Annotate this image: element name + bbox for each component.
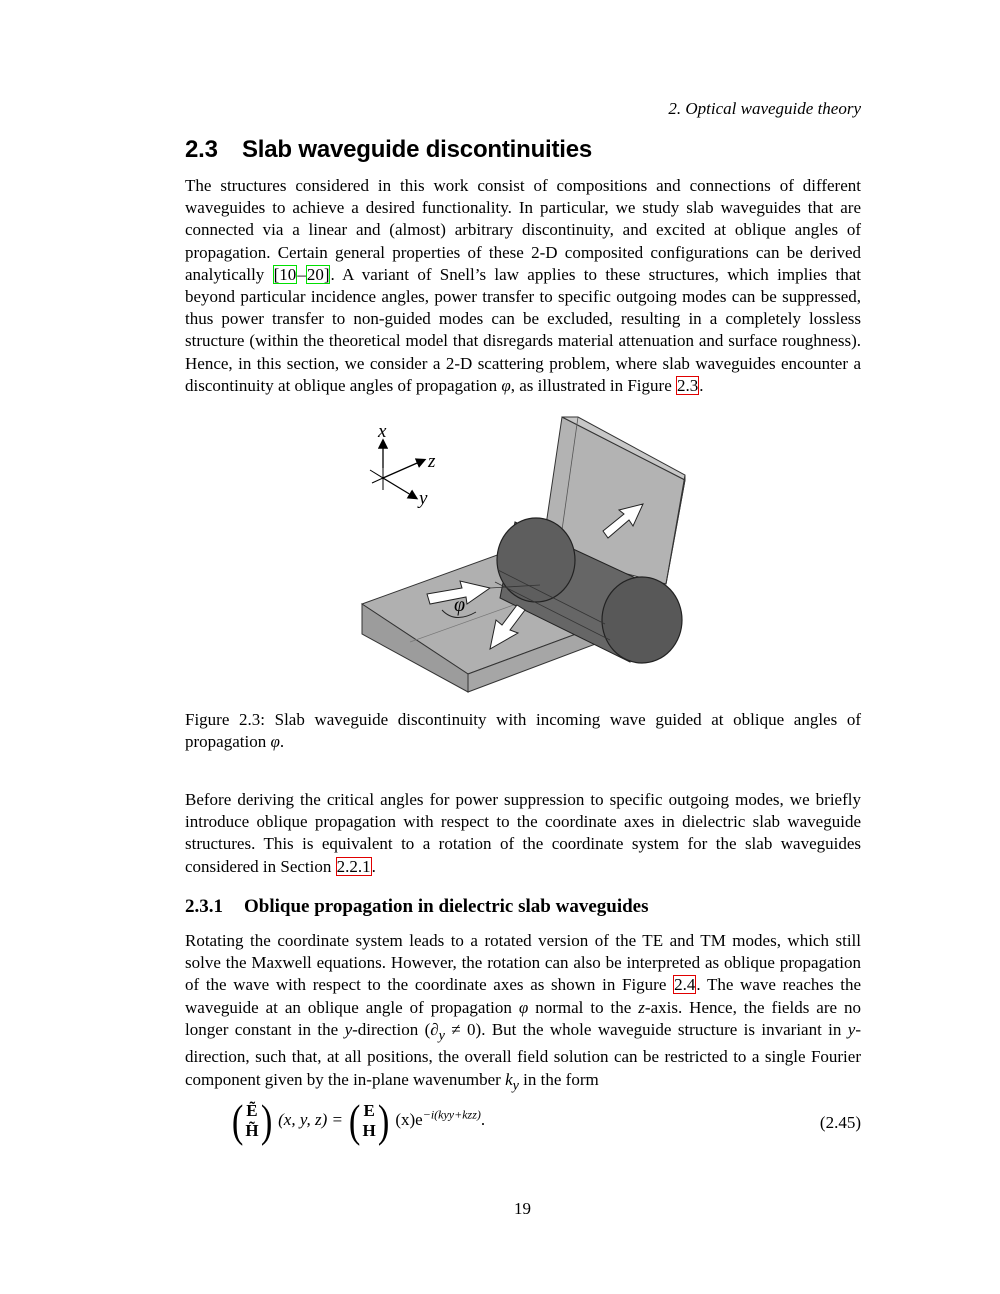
para3-text-8: in the form [518,1069,599,1089]
eq-end: . [480,1109,486,1129]
para2-text-2: . [371,856,376,876]
section-link-2-2-1[interactable]: 2.2.1 [336,856,371,876]
caption-text: Slab waveguide discontinuity with incoming wave guided at oblique angles of propagation [185,710,862,752]
para2-text-1: Before deriving the critical angles for power suppression to specific outgoing modes, we briefly introduce oblique propagation with respect to the coordinate axes in dielectric slab waveguide structures. This is equivalent to a rotation of the coordinate system for the slab waveguides considered in Section [185,790,861,876]
para3-ky-sub: y [512,1077,519,1093]
para3-y2: y [847,1019,856,1039]
waveguide-illustration [350,412,695,697]
running-header: 2. Optical waveguide theory [668,99,861,118]
subsection-title [185,896,649,918]
para3-phi: φ [518,997,529,1017]
angle-label-phi: φ [454,594,466,616]
para3-text-5: -direction (∂ [352,1019,439,1039]
citation-link-20[interactable]: 20] [306,264,330,284]
para3-text-7: -direction, such that, at all positions, the overall field solution can be restricted to a single Fourier component given by the in-plane wavenumber [185,1019,861,1089]
axis-label-x: x [378,421,387,442]
equation-number: (2.45) [819,1113,861,1132]
paragraph-rotation [185,930,861,1096]
figure-slab-discontinuity [350,412,695,697]
equation-lhs-vector: ( Ẽ H̃ ) [231,1095,272,1146]
figure-caption [185,709,861,753]
caption-end: . [279,732,285,752]
subsection-number: 2.3.1 [185,896,223,917]
para3-text-3: normal to the [528,997,639,1017]
section-number: 2.3 [185,136,218,163]
eq-e-tilde: Ẽ [246,1101,258,1120]
caption-phi: φ [270,732,280,752]
para3-text-6: ≠ 0). But the whole waveguide structure is invariant in [444,1019,848,1039]
para1-text-1: The structures considered in this work consist of compositions and connections of different waveguides to achieve a desired functionality. In particular, we study slab waveguides that are connected via a linear and (almost) arbitrary discontinuity, and excited at oblique angles of propagation. Certain general properties of these 2-D composited configurations can be derived analytically [185,176,861,284]
para1-text-2: . A variant of Snell’s law applies to these structures, which implies that beyond particular incidence angles, power transfer to specific outgoing modes can be suppressed, thus power transfer to non-guided modes can be excluded, resulting in a completely lossless structure (within the theoretical model that disregards material attenuation and surface roughness). Hence, in this section, we consider a 2-D scattering problem, where slab waveguides encounter a discontinuity at oblique angles of propagation [185,264,861,395]
phi-symbol: φ [501,375,511,395]
para3-z: z [638,997,645,1017]
figure-link-2-4[interactable]: 2.4 [674,975,696,995]
equation-rhs-vector: ( E H ) [349,1095,390,1146]
para3-text-4: -axis. Hence, the fields are no longer constant in the [185,997,861,1039]
axis-label-y: y [419,488,428,509]
para3-text-1: Rotating the coordinate system leads to a rotated version of the TE and TM modes, which still solve the Maxwell equations. However, the rotation can also be interpreted as oblique propagation of the wave with respect to the coordinate axes as shown in Figure [185,931,861,995]
citation-separator: – [297,264,306,284]
eq-e: E [363,1101,375,1120]
para3-y1: y [344,1019,353,1039]
paragraph-oblique-intro [185,789,861,878]
para3-dy-sub: y [438,1027,445,1044]
citation-link-10[interactable]: [10 [273,264,297,284]
para1-text-3: , as illustrated in Figure [510,375,676,395]
para3-text-2: . The wave reaches the waveguide at an oblique angle of propagation [185,975,862,1017]
para3-ky: k [505,1069,513,1089]
axis-label-z: z [428,451,436,472]
paragraph-intro [185,175,861,397]
equation-2-45 [230,1095,861,1152]
subsection-title-text: Oblique propagation in dielectric slab waveguides [244,896,649,917]
figure-link-2-3[interactable]: 2.3 [677,375,699,395]
caption-prefix: Figure 2.3: [185,710,265,729]
section-title [185,136,592,164]
coordinate-axes [370,441,424,498]
eq-h-tilde: H̃ [245,1121,259,1140]
eq-h: H [362,1121,376,1140]
eq-exponent: −i(kyy+kzz) [422,1107,481,1122]
page-number: 19 [514,1199,531,1218]
para1-text-4: . [699,375,704,395]
eq-lhs-args: (x, y, z) = [278,1109,343,1129]
section-title-text: Slab waveguide discontinuities [242,136,593,163]
eq-rhs-arg: (x)e [395,1109,423,1129]
